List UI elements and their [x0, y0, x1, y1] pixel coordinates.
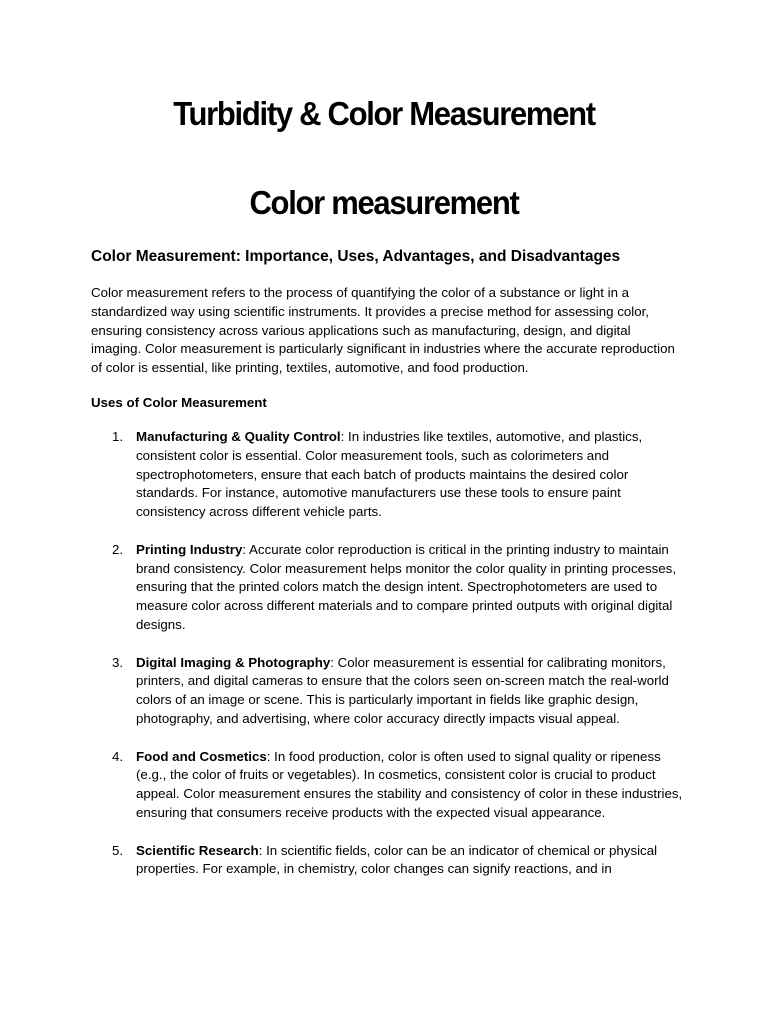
- list-item-text: : In food production, color is often used to signal quality or ripeness (e.g., the color of fruits or vegetables). In cosmetics, consistent color is crucial to product appeal. Color measurement ensures the stability and consistency of color in these industries, ensuring that consumers receive products with the expected visual appearance.: [136, 748, 683, 820]
- list-item-term: Scientific Research: [136, 842, 259, 858]
- list-item: [91, 748, 691, 823]
- list-item: [91, 842, 691, 880]
- document-subtitle: Color measurement: [249, 183, 519, 222]
- uses-list: [91, 428, 691, 898]
- list-item-term: Manufacturing & Quality Control: [136, 429, 341, 444]
- list-item-number: 3.: [112, 654, 124, 670]
- list-item-term: Printing Industry: [136, 541, 243, 557]
- uses-heading: Uses of Color Measurement: [91, 395, 267, 410]
- list-item: [91, 428, 691, 522]
- list-item-number: 4.: [112, 748, 124, 764]
- document-title: Turbidity & Color Measurement: [173, 94, 595, 133]
- intro-paragraph: Color measurement refers to the process of quantifying the color of a substance or light in a standardized way using scientific instruments. It provides a precise method for assessing color, ensuring consistency across various applications such as manufacturing, design, and digital imaging. Color measurement is particularly significant in industries where the accurate reproduction of color is essential, like printing, textiles, automotive, and food production.: [91, 285, 675, 376]
- list-item-number: 2.: [112, 541, 124, 557]
- list-item: [91, 541, 691, 635]
- list-item-number: 1.: [112, 429, 124, 444]
- list-item-text: : In industries like textiles, automotive, and plastics, consistent color is essential. Color measurement tools, such as colorimeters and spectrophotometers, ensure that each batch of products maintains the desired color standards. For instance, automotive manufacturers use these tools to ensure paint consistency across different vehicle parts.: [136, 429, 643, 520]
- list-item-term: Food and Cosmetics: [136, 748, 267, 764]
- list-item-term: Digital Imaging & Photography: [136, 654, 331, 670]
- list-item-text: : Accurate color reproduction is critical in the printing industry to maintain brand consistency. Color measurement helps monitor the color quality in printing processes, ensuring that the printed colors match the design intent. Spectrophotometers are used to measure color across different materials and to compare printed outputs with original digital designs.: [136, 541, 677, 632]
- list-item-text: : In scientific fields, color can be an indicator of chemical or physical properties. For example, in chemistry, color changes can signify reactions, and in: [136, 842, 658, 877]
- list-item: [91, 654, 691, 729]
- list-item-number: 5.: [112, 842, 124, 858]
- section-heading: Color Measurement: Importance, Uses, Advantages, and Disadvantages: [91, 248, 621, 265]
- list-item-text: : Color measurement is essential for calibrating monitors, printers, and digital cameras to ensure that the colors seen on-screen match the real-world colors of an image or scene. This is particularly important in fields like graphic design, photography, and advertising, where color accuracy directly impacts visual appeal.: [136, 654, 669, 726]
